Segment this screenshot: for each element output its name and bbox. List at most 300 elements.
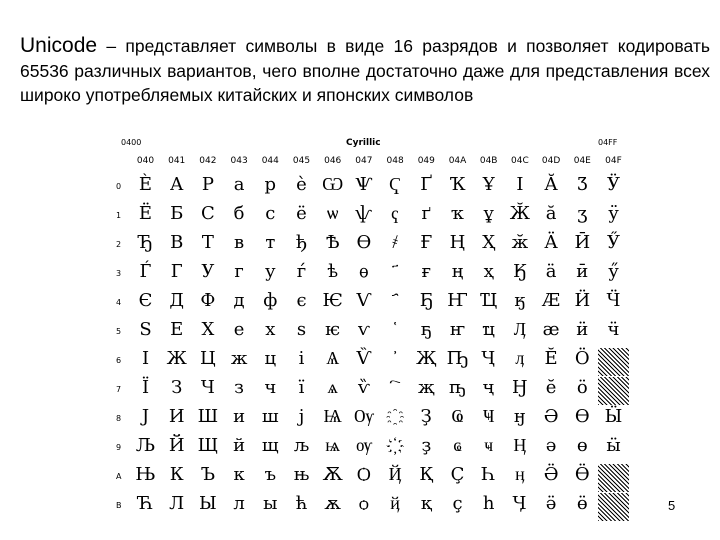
glyph-cell [224, 261, 255, 289]
glyph: ҷ [482, 377, 495, 398]
glyph: Ҹ [482, 406, 495, 427]
glyph: Ѥ [322, 290, 343, 311]
glyph: ы [263, 493, 278, 514]
glyph [380, 290, 411, 312]
glyph-cell [348, 377, 379, 405]
glyph-cell [192, 493, 223, 521]
glyph-cell [442, 464, 473, 492]
glyph: ћ [295, 493, 308, 514]
column-header: 046 [324, 156, 342, 166]
glyph-cell [598, 319, 629, 347]
glyph-cell [567, 464, 598, 492]
glyph: Ҫ [450, 464, 465, 485]
glyph-cell [473, 406, 504, 434]
intro-text: – представляет символы в виде 16 разрядов и позволяет кодировать 65536 различных вариантов, чего вполне достаточно даже для представления всех широко употребляемых китайских и японских символов [20, 36, 710, 105]
glyph: Ш [197, 406, 219, 427]
glyph-cell [380, 319, 411, 347]
glyph: Ӳ [606, 232, 620, 253]
glyph-cell [504, 348, 535, 376]
glyph-cell [286, 348, 317, 376]
glyph-cell [504, 174, 535, 202]
glyph: ұ [483, 203, 494, 224]
glyph: Ӌ [513, 493, 527, 514]
glyph: Ѡ [322, 174, 344, 195]
glyph-cell [504, 377, 535, 405]
glyph-cell [161, 464, 192, 492]
glyph: ӆ [515, 348, 525, 369]
glyph: Ҕ [419, 290, 433, 311]
glyph-cell [224, 377, 255, 405]
glyph-cell [348, 464, 379, 492]
glyph: ӈ [513, 406, 526, 427]
glyph: щ [261, 435, 279, 456]
glyph: Ҁ [389, 174, 402, 195]
glyph-cell [442, 232, 473, 260]
glyph: В [170, 232, 184, 253]
glyph-cell [255, 203, 286, 231]
glyph-cell [411, 290, 442, 318]
glyph-cell [536, 406, 567, 434]
glyph: ҡ [451, 203, 464, 224]
glyph-cell [567, 232, 598, 260]
glyph: ш [261, 406, 279, 427]
row-header: 5 [116, 327, 122, 336]
glyph-cell [286, 464, 317, 492]
glyph-cell [442, 377, 473, 405]
glyph [380, 435, 411, 457]
glyph-cell [192, 377, 223, 405]
glyph-cell [161, 290, 192, 318]
glyph-cell [224, 290, 255, 318]
glyph: Ѕ [139, 319, 152, 340]
glyph: ѓ [296, 261, 307, 282]
glyph: Є [138, 290, 153, 311]
glyph-cell [161, 435, 192, 463]
glyph: Ґ [420, 174, 433, 195]
glyph: Ӛ [543, 464, 559, 485]
glyph-cell [255, 493, 286, 521]
glyph: Ҧ [446, 348, 469, 369]
glyph-cell [536, 203, 567, 231]
glyph: Л [169, 493, 185, 514]
glyph: Ӥ [574, 290, 591, 311]
row-header: 1 [116, 211, 122, 220]
glyph-cell [317, 203, 348, 231]
glyph-cell [255, 377, 286, 405]
glyph-cell [255, 232, 286, 260]
glyph-cell [380, 464, 411, 492]
glyph: Ӏ [516, 174, 524, 195]
glyph-cell [161, 232, 192, 260]
glyph-cell [411, 464, 442, 492]
glyph: ҕ [420, 319, 432, 340]
glyph: д [233, 290, 245, 311]
glyph: ӡ [577, 203, 588, 224]
glyph-cell [380, 348, 411, 376]
glyph-cell [255, 319, 286, 347]
glyph-cell [411, 203, 442, 231]
glyph-cell [504, 406, 535, 434]
glyph-cell [598, 174, 629, 202]
glyph-cell [192, 435, 223, 463]
glyph-cell [348, 435, 379, 463]
glyph: ң [451, 261, 464, 282]
glyph-cell [224, 435, 255, 463]
glyph-cell [192, 174, 223, 202]
glyph-cell [567, 377, 598, 405]
glyph-cell [255, 348, 286, 376]
glyph: і [298, 348, 305, 369]
glyph: Й [168, 435, 185, 456]
glyph-cell [192, 290, 223, 318]
glyph-cell [473, 377, 504, 405]
glyph-cell [192, 203, 223, 231]
column-header: 043 [230, 156, 248, 166]
glyph: Ә [543, 406, 559, 427]
glyph: а [233, 174, 245, 195]
column-header: 04C [511, 156, 529, 166]
glyph-cell [224, 232, 255, 260]
glyph-cell [473, 174, 504, 202]
glyph-cell [442, 261, 473, 289]
glyph-cell [130, 464, 161, 492]
row-header: 0 [116, 182, 122, 191]
glyph: ӫ [576, 493, 588, 514]
glyph: ѥ [325, 319, 341, 340]
glyph: ц [264, 348, 277, 369]
block-name-label: Cyrillic [346, 138, 381, 148]
glyph-cell [504, 290, 535, 318]
glyph-cell [286, 203, 317, 231]
glyph: Ӗ [544, 348, 558, 369]
glyph-cell [192, 261, 223, 289]
glyph-cell [442, 174, 473, 202]
glyph: њ [293, 464, 310, 485]
glyph-cell [286, 174, 317, 202]
glyph-cell [317, 435, 348, 463]
glyph-cell [567, 261, 598, 289]
glyph-cell [348, 174, 379, 202]
glyph: и [233, 406, 246, 427]
glyph: ҩ [453, 435, 462, 456]
glyph: Ѩ [323, 406, 342, 427]
glyph: Љ [135, 435, 156, 456]
glyph-cell [567, 493, 598, 521]
glyph-cell [161, 261, 192, 289]
glyph: Ѐ [138, 174, 153, 195]
glyph-cell [442, 406, 473, 434]
glyph: Ђ [138, 232, 153, 253]
glyph-cell [348, 493, 379, 521]
glyph-cell [536, 232, 567, 260]
glyph-cell [130, 319, 161, 347]
glyph-cell [442, 493, 473, 521]
glyph-cell [411, 493, 442, 521]
column-header: 040 [136, 156, 155, 166]
glyph: Ц [200, 348, 216, 369]
glyph: ѣ [327, 261, 339, 282]
glyph-cell [536, 174, 567, 202]
glyph-cell [348, 203, 379, 231]
glyph-cell [255, 290, 286, 318]
glyph: Ѳ [356, 232, 372, 253]
glyph-cell [286, 232, 317, 260]
glyph-cell [348, 290, 379, 318]
glyph-cell [317, 406, 348, 434]
glyph-cell [380, 435, 411, 463]
glyph: Ң [449, 232, 466, 253]
glyph: Б [170, 203, 184, 224]
glyph-cell [411, 232, 442, 260]
glyph: Ї [141, 377, 150, 398]
glyph-cell [224, 319, 255, 347]
glyph: Ѓ [139, 261, 152, 282]
glyph: ѱ [355, 203, 373, 224]
glyph: Е [170, 319, 184, 340]
glyph: ҙ [421, 435, 432, 456]
glyph-cell [473, 348, 504, 376]
glyph [380, 406, 411, 428]
glyph [380, 348, 411, 370]
glyph-cell [536, 261, 567, 289]
glyph-cell [161, 174, 192, 202]
glyph: ӄ [514, 290, 526, 311]
column-header: 04B [479, 156, 498, 166]
row-header: 9 [116, 443, 122, 452]
glyph-cell [130, 435, 161, 463]
glyph: Р [201, 174, 214, 195]
glyph: Ӵ [606, 290, 621, 311]
glyph: ӹ [606, 435, 621, 456]
glyph-cell [317, 464, 348, 492]
glyph: ҂ [392, 232, 399, 253]
glyph: Ӣ [574, 232, 591, 253]
glyph: Г [170, 261, 183, 282]
glyph: Ӄ [513, 261, 527, 282]
glyph: љ [293, 435, 310, 456]
glyph-cell [317, 493, 348, 521]
glyph-cell [286, 319, 317, 347]
glyph: Ѧ [326, 348, 340, 369]
glyph: й [233, 435, 246, 456]
glyph-cell [317, 232, 348, 260]
glyph-cell [536, 377, 567, 405]
glyph: у [265, 261, 276, 282]
glyph: ч [264, 377, 277, 398]
unassigned-cell [598, 464, 629, 492]
page-number: 5 [668, 498, 676, 513]
glyph-cell [224, 174, 255, 202]
glyph-cell [192, 464, 223, 492]
glyph: һ [482, 493, 495, 514]
glyph-cell [504, 464, 535, 492]
glyph: Ѱ [355, 174, 373, 195]
glyph: Х [201, 319, 215, 340]
glyph: ҋ [390, 493, 400, 514]
glyph-cell [411, 261, 442, 289]
glyph: ґ [421, 203, 432, 224]
glyph: ї [298, 377, 305, 398]
column-header: 045 [292, 156, 311, 166]
glyph-cell [504, 493, 535, 521]
glyph-cell [255, 435, 286, 463]
glyph: Д [169, 290, 184, 311]
column-header: 04D [541, 156, 561, 166]
glyph-cell [192, 348, 223, 376]
glyph: Ѵ [356, 290, 372, 311]
glyph: Ч [200, 377, 215, 398]
glyph-cell [130, 348, 161, 376]
glyph: Т [201, 232, 214, 253]
glyph-cell [224, 348, 255, 376]
glyph: Ћ [137, 493, 154, 514]
glyph: Ҙ [420, 406, 433, 427]
glyph: ӂ [511, 232, 529, 253]
column-header: 044 [261, 156, 279, 166]
glyph: ҁ [391, 203, 400, 224]
range-end-label: 04FF [598, 138, 618, 147]
intro-paragraph [20, 34, 710, 108]
glyph-cell [130, 232, 161, 260]
glyph-cell [567, 435, 598, 463]
glyph: е [233, 319, 245, 340]
glyph-cell [380, 203, 411, 231]
row-header: 3 [116, 269, 122, 278]
glyph-cell [348, 232, 379, 260]
glyph-cell [411, 435, 442, 463]
glyph-cell [598, 435, 629, 463]
glyph-cell [442, 319, 473, 347]
glyph [380, 261, 411, 283]
glyph-cell [473, 493, 504, 521]
unassigned-cell [598, 377, 629, 405]
glyph-cell [598, 290, 629, 318]
glyph-cell [317, 174, 348, 202]
glyph-cell [224, 464, 255, 492]
glyph-cell [567, 348, 598, 376]
glyph-cell [567, 290, 598, 318]
glyph-cell [130, 406, 161, 434]
glyph: ѫ [324, 493, 341, 514]
glyph: Щ [197, 435, 219, 456]
glyph: ѐ [296, 174, 307, 195]
glyph: ђ [295, 232, 308, 253]
glyph: ӧ [576, 377, 588, 398]
glyph: ѻ [358, 493, 369, 514]
glyph-cell [567, 203, 598, 231]
glyph: Ѻ [357, 464, 371, 485]
glyph: ф [263, 290, 278, 311]
glyph: ѷ [357, 377, 370, 398]
glyph-cell [161, 319, 192, 347]
glyph: Ӡ [577, 174, 588, 195]
glyph: Ы [199, 493, 217, 514]
glyph-cell [380, 261, 411, 289]
glyph-cell [380, 290, 411, 318]
glyph: Ҳ [482, 232, 496, 253]
glyph-cell [504, 203, 535, 231]
glyph-cell [473, 435, 504, 463]
glyph-cell [442, 203, 473, 231]
glyph-cell [411, 377, 442, 405]
glyph: ѧ [327, 377, 338, 398]
glyph: ҧ [449, 377, 466, 398]
glyph: ѳ [358, 261, 369, 282]
glyph-cell [348, 348, 379, 376]
glyph-cell [442, 348, 473, 376]
column-header: 04F [605, 156, 622, 166]
glyph: ѹ [355, 435, 372, 456]
glyph: ӊ [515, 464, 525, 485]
glyph: в [234, 232, 245, 253]
range-start-label: 0400 [121, 138, 142, 147]
glyph-cell [255, 406, 286, 434]
row-header: 6 [116, 356, 122, 365]
glyph: Ф [200, 290, 216, 311]
glyph-cell [348, 319, 379, 347]
glyph: Ұ [482, 174, 495, 195]
glyph-cell [286, 290, 317, 318]
glyph-cell [255, 464, 286, 492]
glyph: Ҩ [451, 406, 464, 427]
glyph [380, 377, 411, 399]
glyph-cell [598, 406, 629, 434]
row-header: B [116, 501, 122, 510]
glyph: ӑ [545, 203, 557, 224]
glyph: ѡ [326, 203, 339, 224]
glyph: Ө [574, 406, 590, 427]
glyph: З [171, 377, 183, 398]
glyph: ғ [421, 261, 431, 282]
glyph: қ [420, 493, 432, 514]
glyph: ӵ [607, 319, 620, 340]
glyph: Ј [141, 406, 150, 427]
glyph-cell [255, 261, 286, 289]
glyph-cell [598, 232, 629, 260]
glyph-cell [442, 290, 473, 318]
glyph: ҥ [449, 319, 466, 340]
glyph-cell [130, 203, 161, 231]
glyph: Ғ [420, 232, 433, 253]
glyph: И [168, 406, 185, 427]
glyph: ӳ [608, 261, 619, 282]
glyph-cell [411, 319, 442, 347]
glyph: У [201, 261, 215, 282]
row-header: 7 [116, 385, 122, 394]
glyph-cell [504, 319, 535, 347]
glyph: к [233, 464, 245, 485]
glyph: ӱ [608, 203, 619, 224]
column-header: 042 [199, 156, 217, 166]
glyph: Ӧ [574, 348, 590, 369]
glyph: җ [418, 377, 435, 398]
glyph-cell [504, 232, 535, 260]
unicode-term: Unicode [20, 34, 98, 57]
glyph: ҹ [484, 435, 494, 456]
glyph: л [233, 493, 245, 514]
glyph: Ѣ [325, 232, 340, 253]
glyph-cell [473, 203, 504, 231]
column-header: 047 [355, 156, 373, 166]
glyph: Ҥ [447, 290, 468, 311]
glyph-cell [504, 435, 535, 463]
glyph-cell [536, 435, 567, 463]
glyph: Ӱ [606, 174, 620, 195]
glyph: ӣ [576, 261, 589, 282]
glyph: Ӹ [604, 406, 623, 427]
unassigned-cell [598, 493, 629, 521]
glyph-cell [224, 493, 255, 521]
